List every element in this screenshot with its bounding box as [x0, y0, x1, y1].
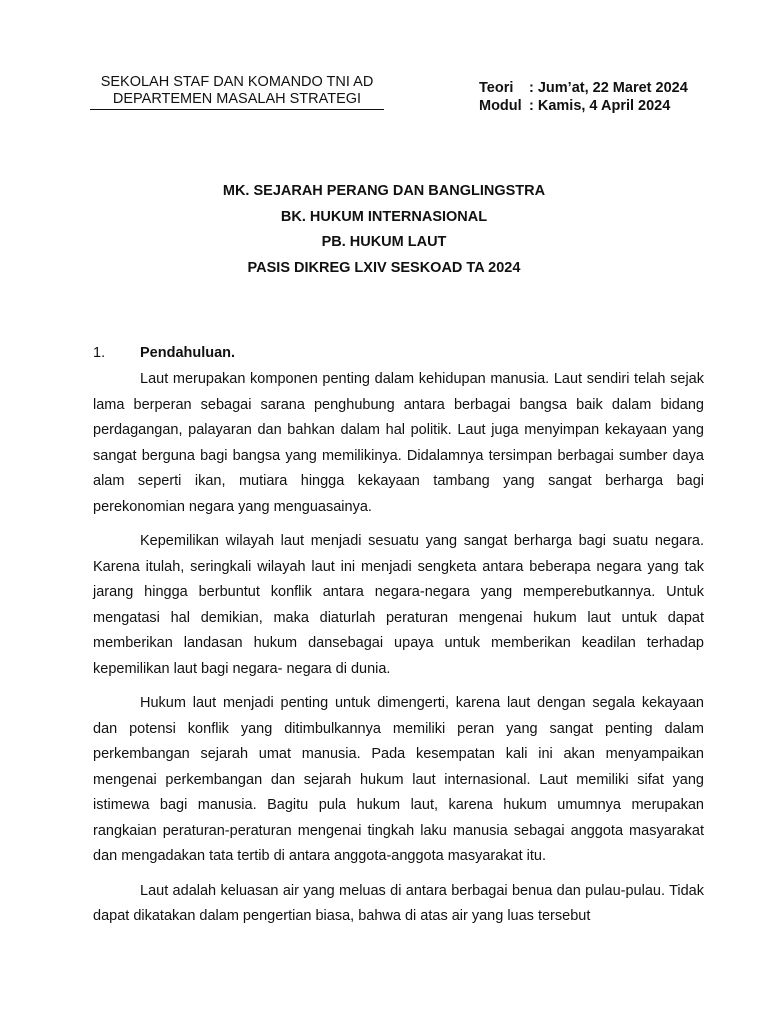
audience-title: PASIS DIKREG LXIV SESKOAD TA 2024	[247, 259, 521, 276]
subject-title: BK. HUKUM INTERNASIONAL	[280, 208, 488, 225]
schedule-block	[479, 79, 688, 115]
schedule-theory	[479, 79, 688, 97]
schedule-module	[479, 97, 688, 115]
section-heading	[93, 343, 235, 363]
department-name: DEPARTEMEN MASALAH STRATEGI	[112, 91, 362, 107]
schedule-theory-label: Teori	[479, 80, 514, 96]
institution-header	[90, 74, 384, 110]
section-body	[93, 367, 704, 939]
schedule-module-value: : Kamis, 4 April 2024	[529, 98, 671, 114]
paragraph: Hukum laut menjadi penting untuk dimengerti, karena laut dengan segala kekayaan dan potensi konflik yang ditimbulkannya memiliki peran yang sangat penting dalam perkembangan sejarah umat manusia. Pada kesempatan kali ini akan menyampaikan mengenai perkembangan dan sejarah hukum laut internasional. Laut memiliki sifat yang istimewa bagi manusia. Bagitu pula hukum laut, karena hukum umumnya merupakan rangkaian peraturan-peraturan mengenai tingkah laku manusia sebagai anggota masyarakat dan mengadakan tata tertib di antara anggota-anggota masyarakat itu.	[93, 695, 704, 864]
section-number: 1.	[93, 345, 106, 361]
institution-name: SEKOLAH STAF DAN KOMANDO TNI AD	[100, 74, 374, 90]
schedule-module-label: Modul	[479, 98, 522, 114]
course-title: MK. SEJARAH PERANG DAN BANGLINGSTRA	[222, 183, 546, 199]
paragraph: Laut adalah keluasan air yang meluas di antara berbagai benua dan pulau-pulau. Tidak dapat dikatakan dalam pengertian biasa, bahwa di atas air yang luas tersebut	[93, 882, 704, 924]
document-titles	[0, 179, 768, 281]
topic-title: PB. HUKUM LAUT	[321, 234, 447, 250]
schedule-theory-value: : Jum’at, 22 Maret 2024	[529, 80, 688, 96]
section-title: Pendahuluan.	[140, 345, 236, 361]
paragraph: Kepemilikan wilayah laut menjadi sesuatu yang sangat berharga bagi suatu negara. Karena itulah, seringkali wilayah laut ini menjadi sengketa antara beberapa negara yang tak jarang hingga berbuntut konflik antara negara-negara yang memperebutkannya. Untuk mengatasi hal demikian, maka diaturlah peraturan mengenai hukum laut untuk dapat memberikan landasan hukum dansebagai upaya untuk memberikan keadilan terhadap kepemilikan laut bagi negara- negara di dunia.	[93, 533, 704, 677]
paragraph: Laut merupakan komponen penting dalam kehidupan manusia. Laut sendiri telah sejak lama berperan sebagai sarana penghubung antara berbagai bangsa baik dalam bidang perdagangan, palayaran dan bahkan dalam hal politik. Laut juga menyimpan kekayaan yang sangat berguna bagi bangsa yang memilikinya. Didalamnya tersimpan berbagai sumber daya alam seperti ikan, mutiara hingga kekayaan tambang yang sangat berharga bagi perekonomian negara yang menguasainya.	[93, 371, 704, 515]
